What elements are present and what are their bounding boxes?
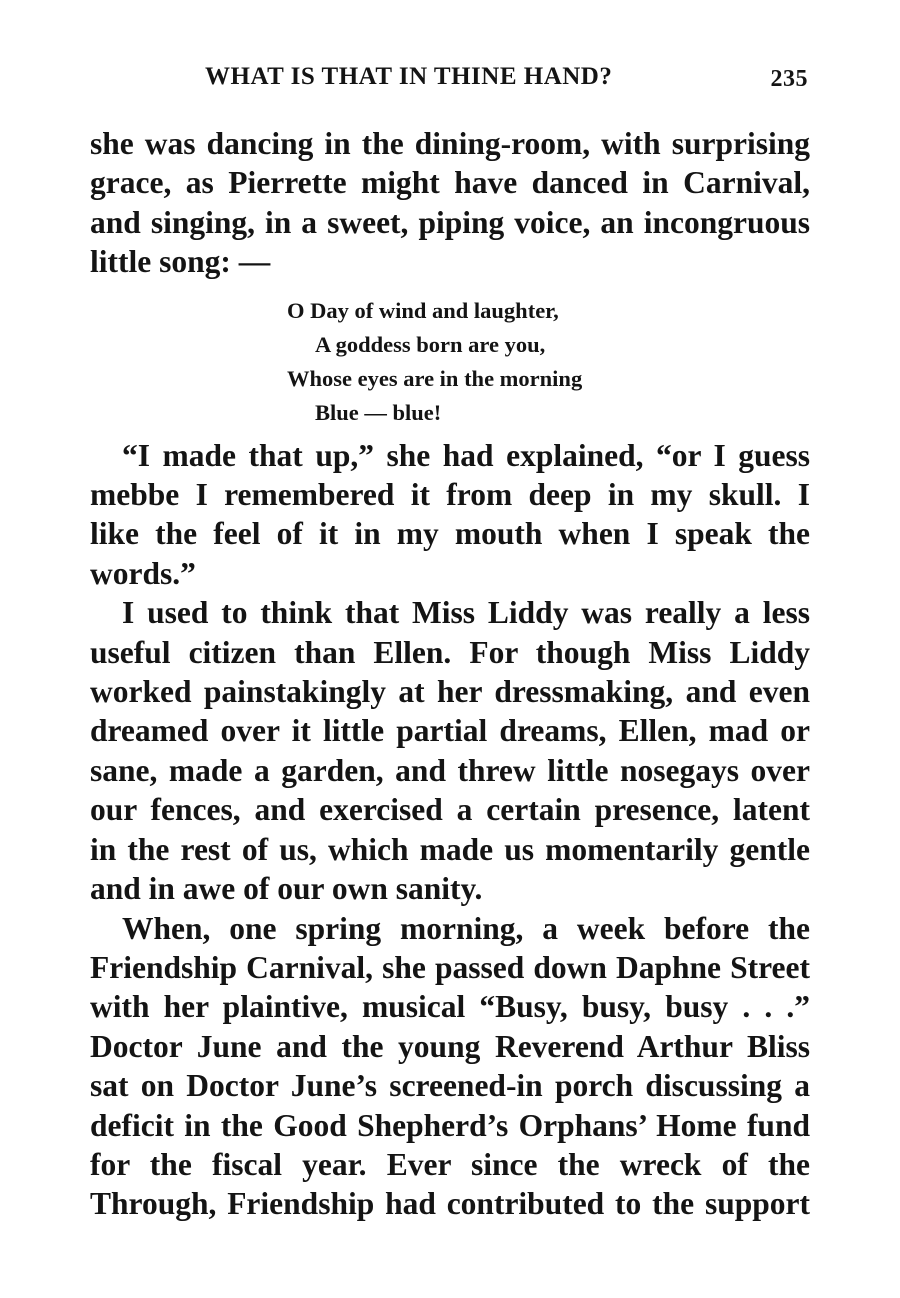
verse-line: A goddess born are you, [315,331,546,357]
verse-line: Whose eyes are in the morning [287,365,583,391]
text-line: sane, made a garden, and threw little nosegays over [90,752,810,788]
text-line: mebbe I remembered it from deep in my skull. I [90,477,810,513]
text-line: When, one spring morning, a week before the [122,910,810,946]
text-line: in the rest of us, which made us momentarily gentle [90,831,810,867]
text-line: worked painstakingly at her dressmaking, and even [90,674,810,710]
text-line: and singing, in a sweet, piping voice, an incongruous [90,204,810,240]
verse-line: O Day of wind and laughter, [287,297,559,323]
text-line: “I made that up,” she had explained, “or I guess [122,437,810,473]
text-line: and in awe of our own sanity. [90,871,483,907]
text-line: she was dancing in the dining-room, with surprising [90,126,810,161]
book-page [90,58,810,1224]
text-line: sat on Doctor June’s screened-in porch discussing a [90,1068,810,1104]
running-title: WHAT IS THAT IN THINE HAND? [205,63,613,90]
text-line: dreamed over it little partial dreams, Ellen, mad or [90,713,810,749]
paragraph-3 [90,593,810,908]
text-line: deficit in the Good Shepherd’s Orphans’ Home fund [90,1107,810,1143]
verse-stanza [90,294,810,430]
page-number: 235 [770,66,808,92]
text-line: with her plaintive, musical “Busy, busy, busy . . .” [90,989,810,1025]
verse-line: Blue — blue! [315,399,442,425]
text-line: for the fiscal year. Ever since the wreck of the [90,1146,810,1182]
text-line: I used to think that Miss Liddy was really a less [122,595,810,631]
running-head [90,58,810,98]
paragraph-1 [90,124,810,282]
text-line: Doctor June and the young Reverend Arthur Bliss [90,1028,810,1064]
text-line: useful citizen than Ellen. For though Miss Liddy [90,634,810,670]
text-line: words.” [90,555,196,591]
text-line: like the feel of it in my mouth when I speak the [90,516,810,552]
text-line: our fences, and exercised a certain presence, latent [90,792,810,828]
text-line: little song: — [90,244,271,280]
paragraph-2 [90,436,810,594]
text-line: Friendship Carnival, she passed down Daphne Street [90,949,810,985]
text-line: Through, Friendship had contributed to the support [90,1186,810,1222]
paragraph-4 [90,909,810,1224]
text-line: grace, as Pierrette might have danced in Carnival, [90,165,810,201]
